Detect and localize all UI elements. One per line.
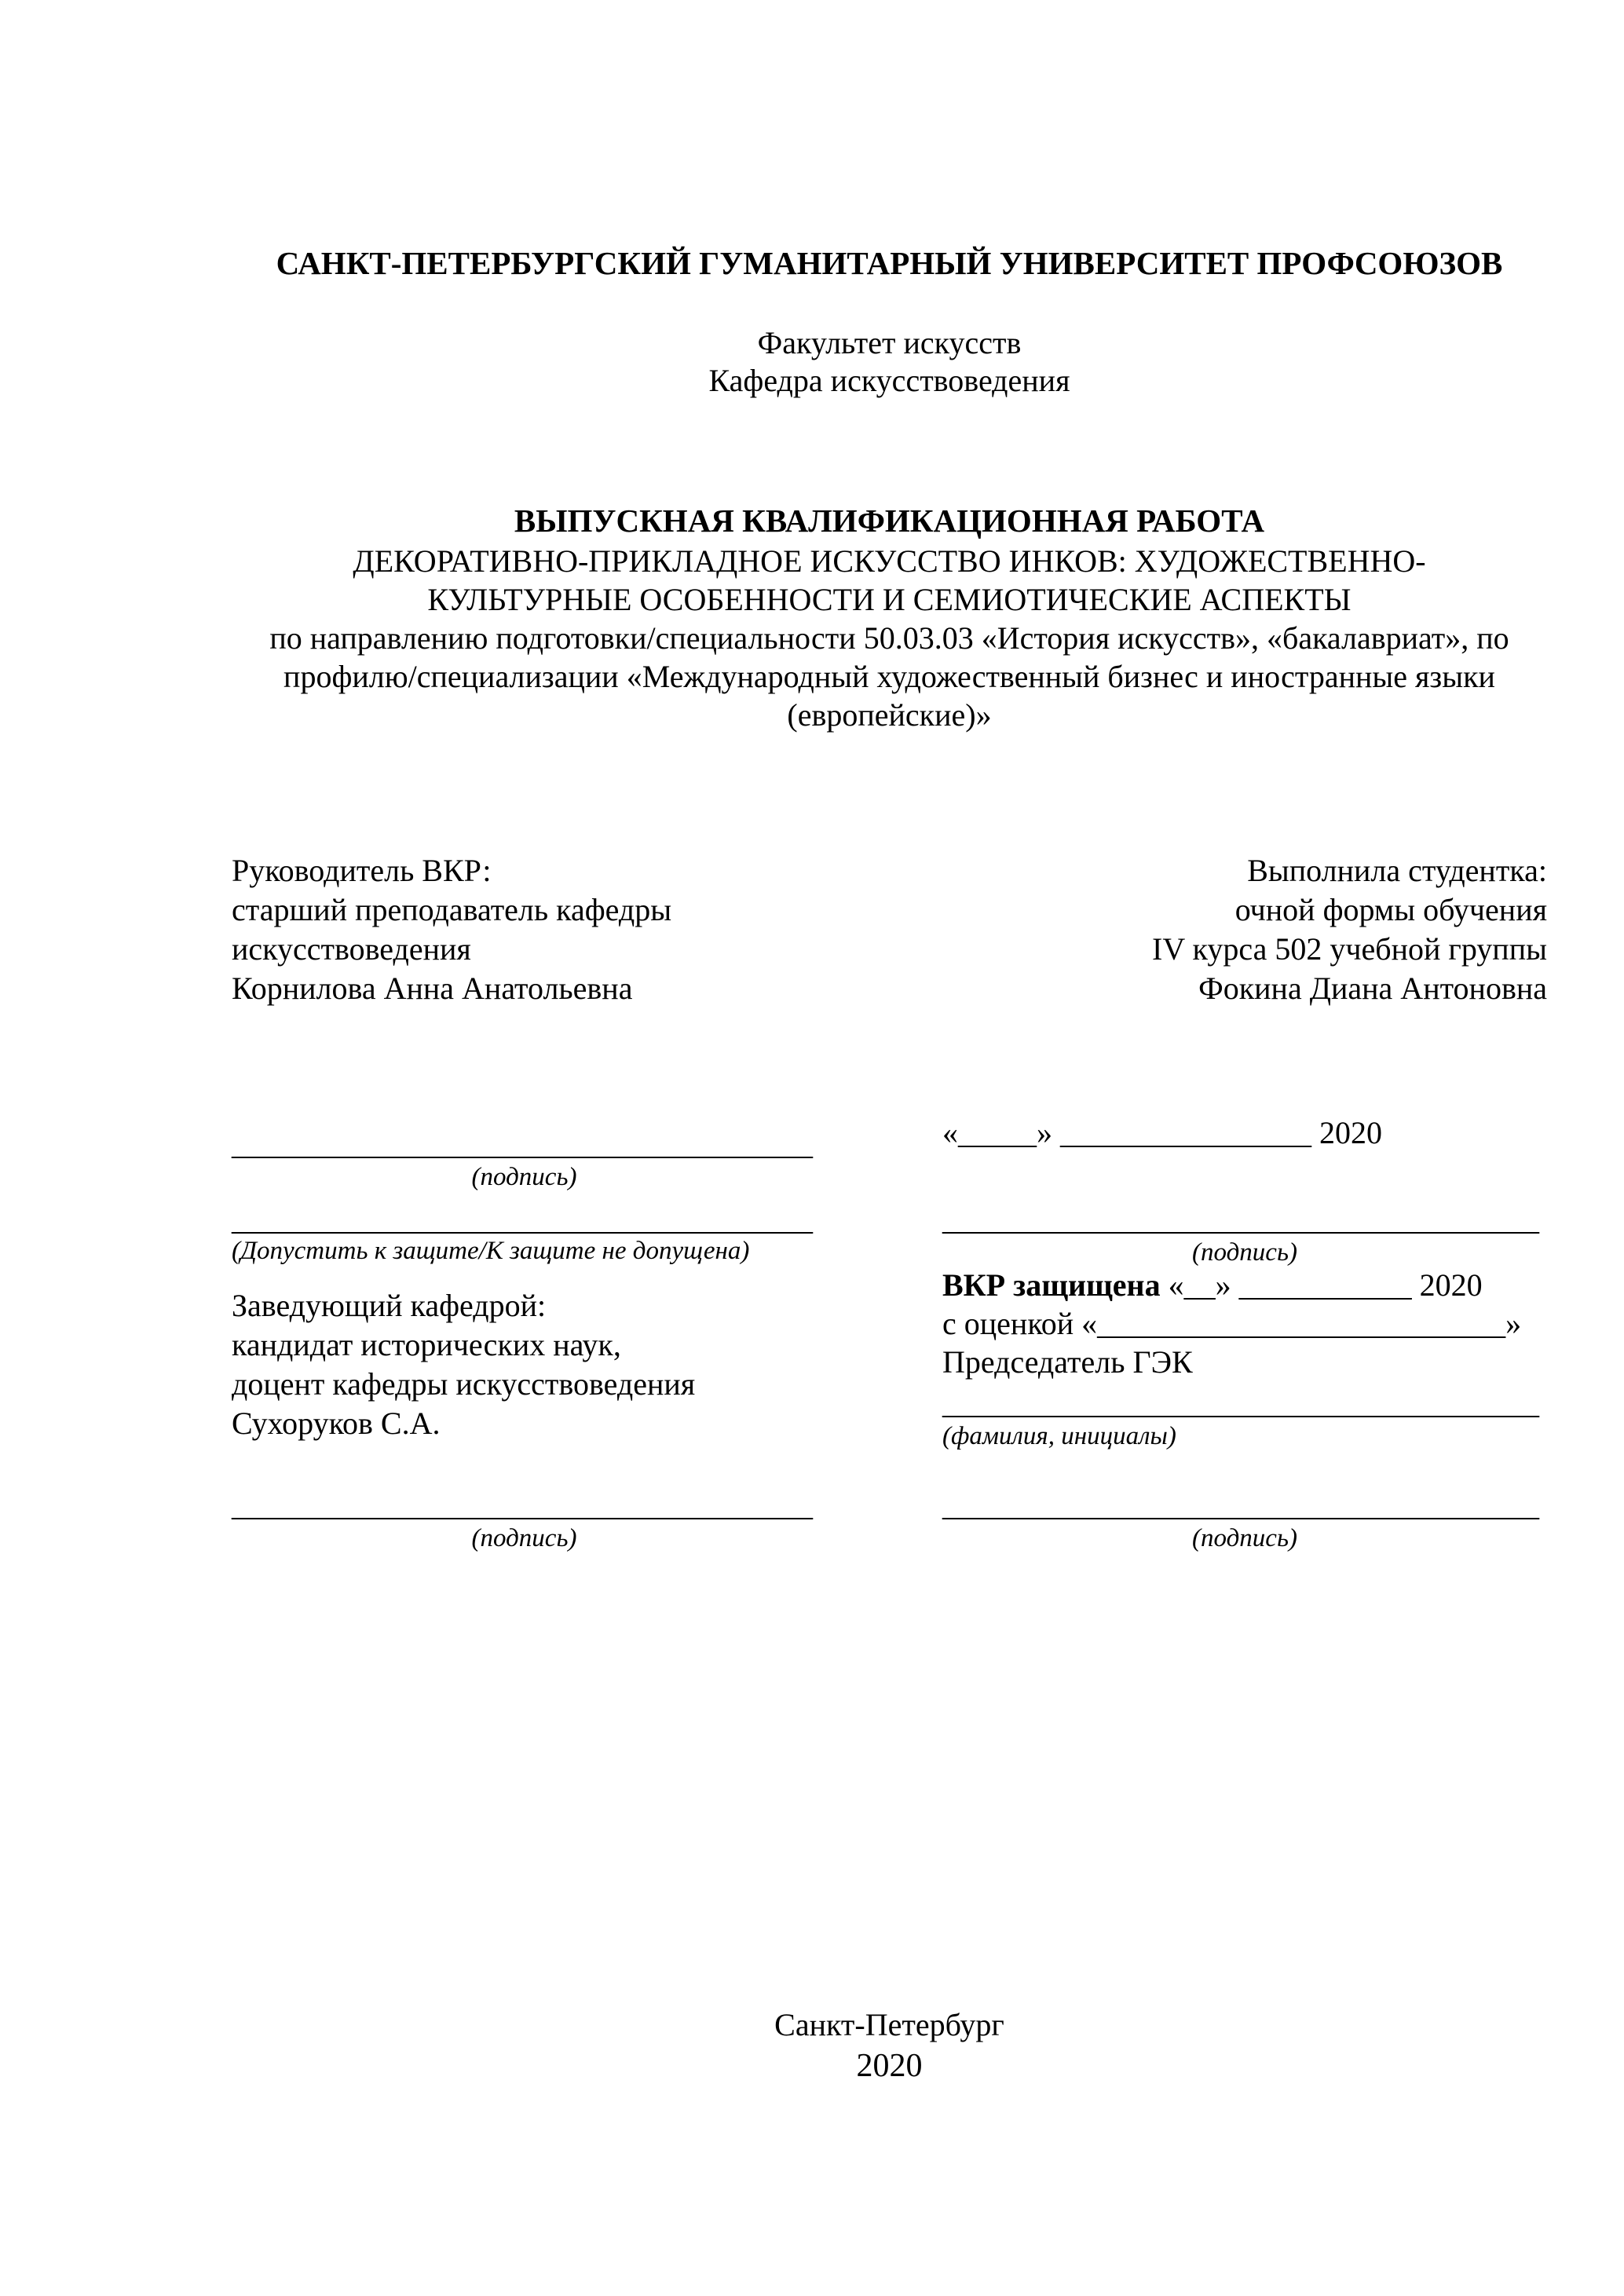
student-signature-label: (подпись) xyxy=(1192,1238,1297,1267)
supervisor-position-line-1: старший преподаватель кафедры xyxy=(232,892,672,927)
supervisor-signature-label: (подпись) xyxy=(471,1163,577,1191)
work-type-heading: ВЫПУСКНАЯ КВАЛИФИКАЦИОННАЯ РАБОТА xyxy=(514,503,1265,539)
grade-line: с оценкой «__________________________» xyxy=(942,1306,1522,1341)
supervisor-position-line-2: искусствоведения xyxy=(232,931,471,967)
chairman-signature-label: (подпись) xyxy=(1192,1524,1297,1552)
head-name: Сухоруков С.А. xyxy=(232,1406,441,1441)
defended-prefix: ВКР защищена xyxy=(942,1267,1161,1303)
chairman-signature-line: ______________________________________ xyxy=(942,1487,1539,1523)
footer-year: 2020 xyxy=(856,2048,923,2084)
footer-city: Санкт-Петербург xyxy=(774,2007,1004,2042)
supervisor-role-label: Руководитель ВКР: xyxy=(232,853,492,888)
supervisor-block xyxy=(232,851,844,1008)
chairman-label: Председатель ГЭК xyxy=(942,1344,1193,1380)
defended-date-blanks: «__» ___________ 2020 xyxy=(1160,1267,1483,1303)
defended-line xyxy=(942,1266,1547,1305)
student-signature-line: ______________________________________ xyxy=(942,1201,1539,1237)
head-signature-label: (подпись) xyxy=(471,1524,577,1552)
admission-label: (Допустить к защите/К защите не допущена) xyxy=(232,1237,750,1265)
student-study-form: очной формы обучения xyxy=(1234,892,1547,927)
chairman-name-label: (фамилия, инициалы) xyxy=(942,1422,1176,1450)
faculty-name: Факультет искусств xyxy=(757,325,1022,360)
supervisor-signature-line: _____________________________________ xyxy=(232,1126,813,1161)
date-line: «_____» ________________ 2020 xyxy=(942,1115,1382,1150)
student-name: Фокина Диана Антоновна xyxy=(1198,971,1547,1006)
student-block xyxy=(935,851,1547,1008)
university-name: САНКТ-ПЕТЕРБУРГСКИЙ ГУМАНИТАРНЫЙ УНИВЕРСИТЕТ ПРОФСОЮЗОВ xyxy=(276,245,1503,281)
head-signature-line: _____________________________________ xyxy=(232,1487,813,1523)
program-specialty-text: по направлению подготовки/специальности 50.03.03 «История искусств», «бакалавриат», по профилю/специализации «Международный художественный бизнес и иностранные языки (европейские)» xyxy=(269,620,1509,733)
head-role-label: Заведующий кафедрой: xyxy=(232,1288,547,1323)
department-name: Кафедра искусствоведения xyxy=(708,363,1070,398)
supervisor-name: Корнилова Анна Анатольевна xyxy=(232,971,633,1006)
student-role-label: Выполнила студентка: xyxy=(1247,853,1547,888)
head-degree: кандидат исторических наук, xyxy=(232,1327,621,1362)
head-position: доцент кафедры искусствоведения xyxy=(232,1366,696,1402)
head-of-department-block xyxy=(232,1286,817,1443)
chairman-name-line: ______________________________________ xyxy=(942,1385,1539,1420)
thesis-title: ДЕКОРАТИВНО-ПРИКЛАДНОЕ ИСКУССТВО ИНКОВ: ХУДОЖЕСТВЕННО-КУЛЬТУРНЫЕ ОСОБЕННОСТИ И СЕМИОТИЧЕСКИЕ АСПЕКТЫ xyxy=(353,543,1426,617)
student-course-group: IV курса 502 учебной группы xyxy=(1152,931,1547,967)
faculty-department-block xyxy=(232,324,1547,400)
admission-line: _____________________________________ xyxy=(232,1201,813,1237)
footer-block xyxy=(232,2004,1547,2087)
